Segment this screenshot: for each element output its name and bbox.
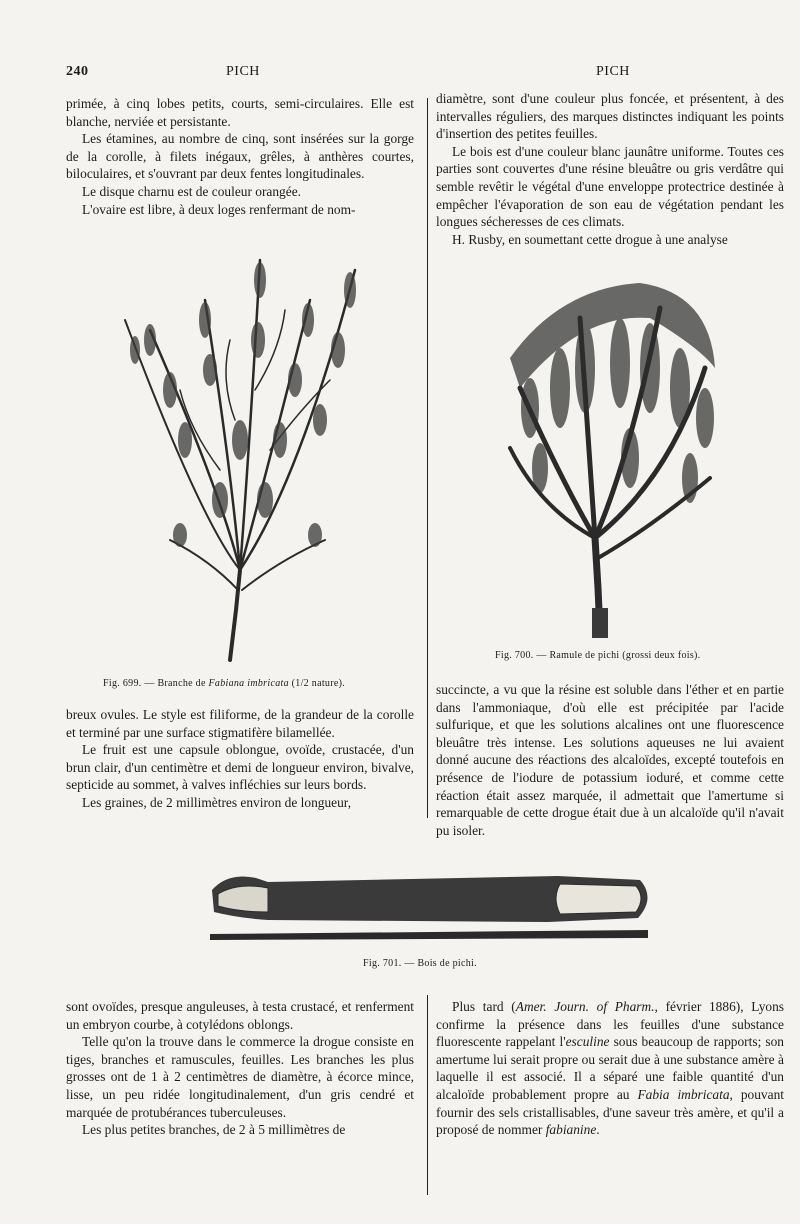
- paragraph: Le bois est d'une couleur blanc jaunâtre uniforme. Toutes ces parties sont couvertes d'une résine bleuâtre ou gris verdâtre qui semble revêtir le végétal d'une enveloppe protectrice destinée à empêcher l'évaporation de son eau de végétation pendant les longues sécheresses de ces climats.: [436, 143, 784, 230]
- paragraph: diamètre, sont d'une couleur plus foncée, et présentent, à des intervalles réguliers, des marques distinctes indiquant les points d'insertion des petites feuilles.: [436, 91, 784, 142]
- column-rule-top: [427, 98, 428, 818]
- paragraph: Telle qu'on la trouve dans le commerce la drogue consiste en tiges, branches et ramuscules, feuilles. Les branches les plus grosses ont de 1 à 2 centimètres de diamètre, à écorce mince, lisse, un peu ridée longitudinalement, d'un gris cendré et marquée de protubérances tuberculeuses.: [66, 1034, 414, 1120]
- col-mid-right: [436, 681, 784, 839]
- paragraph: primée, à cinq lobes petits, courts, semi-circulaires. Elle est blanche, nerviée et persistante.: [66, 96, 414, 129]
- paragraph: sont ovoïdes, presque anguleuses, à testa crustacé, et renferment un embryon courbe, à cotylédons oblongs.: [66, 999, 414, 1032]
- col-bot-right: [436, 998, 784, 1139]
- col-mid-left: [66, 706, 414, 812]
- paragraph: L'ovaire est libre, à deux loges renfermant de nom-: [82, 201, 356, 217]
- paragraph: Les graines, de 2 millimètres environ de longueur,: [82, 794, 352, 810]
- paragraph: breux ovules. Le style est filiforme, de la grandeur de la corolle et terminé par une surface stigmatifère bilamellée.: [66, 707, 414, 740]
- col-bot-left: [66, 998, 414, 1139]
- page-number: 240: [66, 64, 89, 79]
- paragraph: succincte, a vu que la résine est soluble dans l'éther et en partie dans l'ammoniaque, d'où elle est précipitée par l'acide sulfurique, et que les solutions alcalines ont une fluorescence bleuâtre très intense. Les solutions aqueuses ne lui avaient donné aucune des réactions des alcaloïdes, excepté toutefois en présence de l'iodure de potassium ioduré, et comme cette réaction était assez marquée, il admettait que l'amertume si remarquable de cette drogue était due à un alcaloïde qu'il n'avait pu isoler.: [436, 682, 784, 838]
- paragraph: Les plus petites branches, de 2 à 5 millimètres de: [82, 1122, 346, 1138]
- running-head-right: PICH: [596, 64, 630, 79]
- fig700-caption: Fig. 700. — Ramule de pichi (grossi deux fois).: [495, 650, 701, 661]
- col-top-right: [436, 90, 784, 248]
- fig700-ramule-illustration: [500, 278, 725, 640]
- running-head-left: PICH: [226, 64, 260, 79]
- fig699-branch-illustration: [110, 240, 380, 670]
- fig699-caption: Fig. 699. — Branche de Fabiana imbricata (1/2 nature).: [103, 678, 345, 689]
- column-rule-bottom: [427, 995, 428, 1195]
- paragraph: Le disque charnu est de couleur orangée.: [82, 183, 301, 199]
- fig701-wood-illustration: [208, 868, 658, 946]
- paragraph: H. Rusby, en soumettant cette drogue à une analyse: [452, 231, 728, 247]
- paragraph: Plus tard (Amer. Journ. of Pharm., février 1886), Lyons confirme la présence dans les feuilles d'une substance fluorescente rappelant l'esculine sous beaucoup de rapports; son amertume lui serait propre ou serait due à une substance amère à laquelle il est associé. Il a séparé une faible quantité d'un alcaloïde probablement propre au Fabia imbricata, pouvant fournir des sels cristallisables, d'une saveur très amère, et qu'il a proposé de nommer fabianine.: [436, 999, 785, 1138]
- paragraph: Les étamines, au nombre de cinq, sont insérées sur la gorge de la corolle, à filets inégaux, grêles, à anthères courtes, biloculaires, et s'ouvrant par deux fentes longitudinales.: [66, 131, 414, 182]
- fig701-caption: Fig. 701. — Bois de pichi.: [363, 958, 477, 969]
- paragraph: Le fruit est une capsule oblongue, ovoïde, crustacée, d'un brun clair, d'un centimètre et demi de longueur environ, bivalve, septicide au sommet, à valves infléchies sur leurs bords.: [66, 742, 414, 793]
- col-top-left: [66, 95, 414, 218]
